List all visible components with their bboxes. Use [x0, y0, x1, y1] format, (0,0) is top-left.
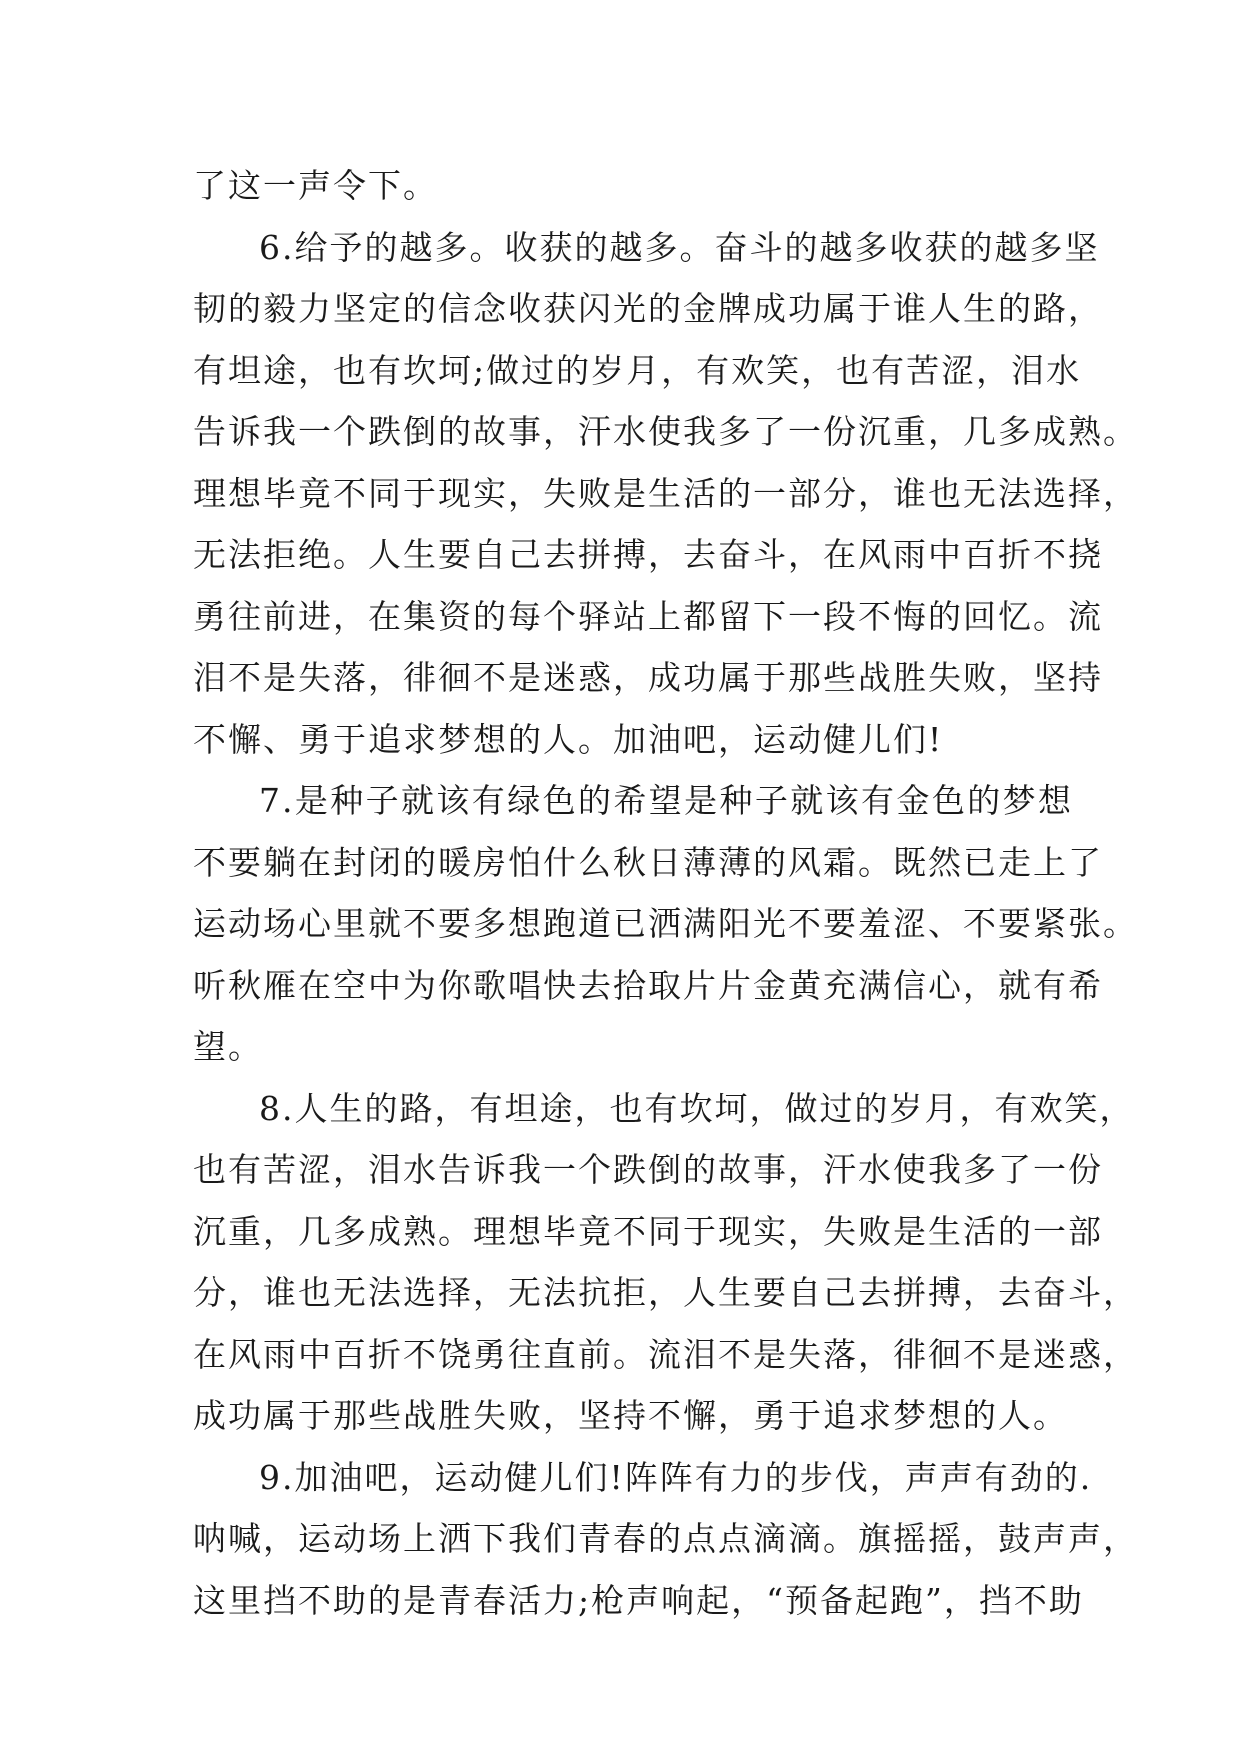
text-line: 7.是种子就该有绿色的希望是种子就该有金色的梦想 — [259, 781, 1073, 820]
text-line: 听秋雁在空中为你歌唱快去拾取片片金黄充满信心，就有希 — [193, 965, 1103, 1005]
text-line: 无法拒绝。人生要自己去拼搏，去奋斗，在风雨中百折不挠 — [193, 535, 1103, 574]
text-line: 望。 — [193, 1027, 263, 1066]
text-line: 成功属于那些战胜失败，坚持不懈，勇于追求梦想的人。 — [193, 1396, 1068, 1435]
text-line: 有坦途，也有坎坷;做过的岁月，有欢笑，也有苦涩，泪水 — [193, 350, 1082, 390]
text-line: 沉重，几多成熟。理想毕竟不同于现实，失败是生活的一部 — [193, 1211, 1103, 1251]
text-line: 告诉我一个跌倒的故事，汗水使我多了一份沉重，几多成熟。 — [193, 412, 1138, 451]
text-line: 不懈、勇于追求梦想的人。加油吧，运动健儿们! — [193, 719, 944, 759]
text-line: 理想毕竟不同于现实，失败是生活的一部分，谁也无法选择， — [193, 473, 1138, 513]
text-line: 勇往前进，在集资的每个驿站上都留下一段不悔的回忆。流 — [193, 596, 1103, 636]
text-line: 6.给予的越多。收获的越多。奋斗的越多收获的越多坚 — [259, 227, 1100, 267]
text-line: 在风雨中百折不饶勇往直前。流泪不是失落，徘徊不是迷惑， — [193, 1334, 1138, 1374]
document-body-text — [193, 155, 1138, 1631]
text-line: 不要躺在封闭的暖房怕什么秋日薄薄的风霜。既然已走上了 — [193, 842, 1103, 882]
text-line: 泪不是失落，徘徊不是迷惑，成功属于那些战胜失败，坚持 — [193, 658, 1103, 697]
text-line: 韧的毅力坚定的信念收获闪光的金牌成功属于谁人生的路， — [193, 289, 1103, 328]
text-line: 9.加油吧，运动健儿们!阵阵有力的步伐，声声有劲的. — [259, 1457, 1093, 1497]
text-line: 呐喊，运动场上洒下我们青春的点点滴滴。旗摇摇，鼓声声， — [193, 1519, 1138, 1558]
text-line: 这里挡不助的是青春活力;枪声响起，“预备起跑”，挡不助 — [193, 1580, 1084, 1620]
text-line: 8.人生的路，有坦途，也有坎坷，做过的岁月，有欢笑， — [259, 1088, 1135, 1128]
text-line: 了这一声令下。 — [193, 166, 438, 205]
text-line: 运动场心里就不要多想跑道已洒满阳光不要羞涩、不要紧张。 — [193, 904, 1138, 943]
text-line: 分，谁也无法选择，无法抗拒，人生要自己去拼搏，去奋斗， — [193, 1273, 1138, 1312]
text-line: 也有苦涩，泪水告诉我一个跌倒的故事，汗水使我多了一份 — [193, 1150, 1103, 1189]
